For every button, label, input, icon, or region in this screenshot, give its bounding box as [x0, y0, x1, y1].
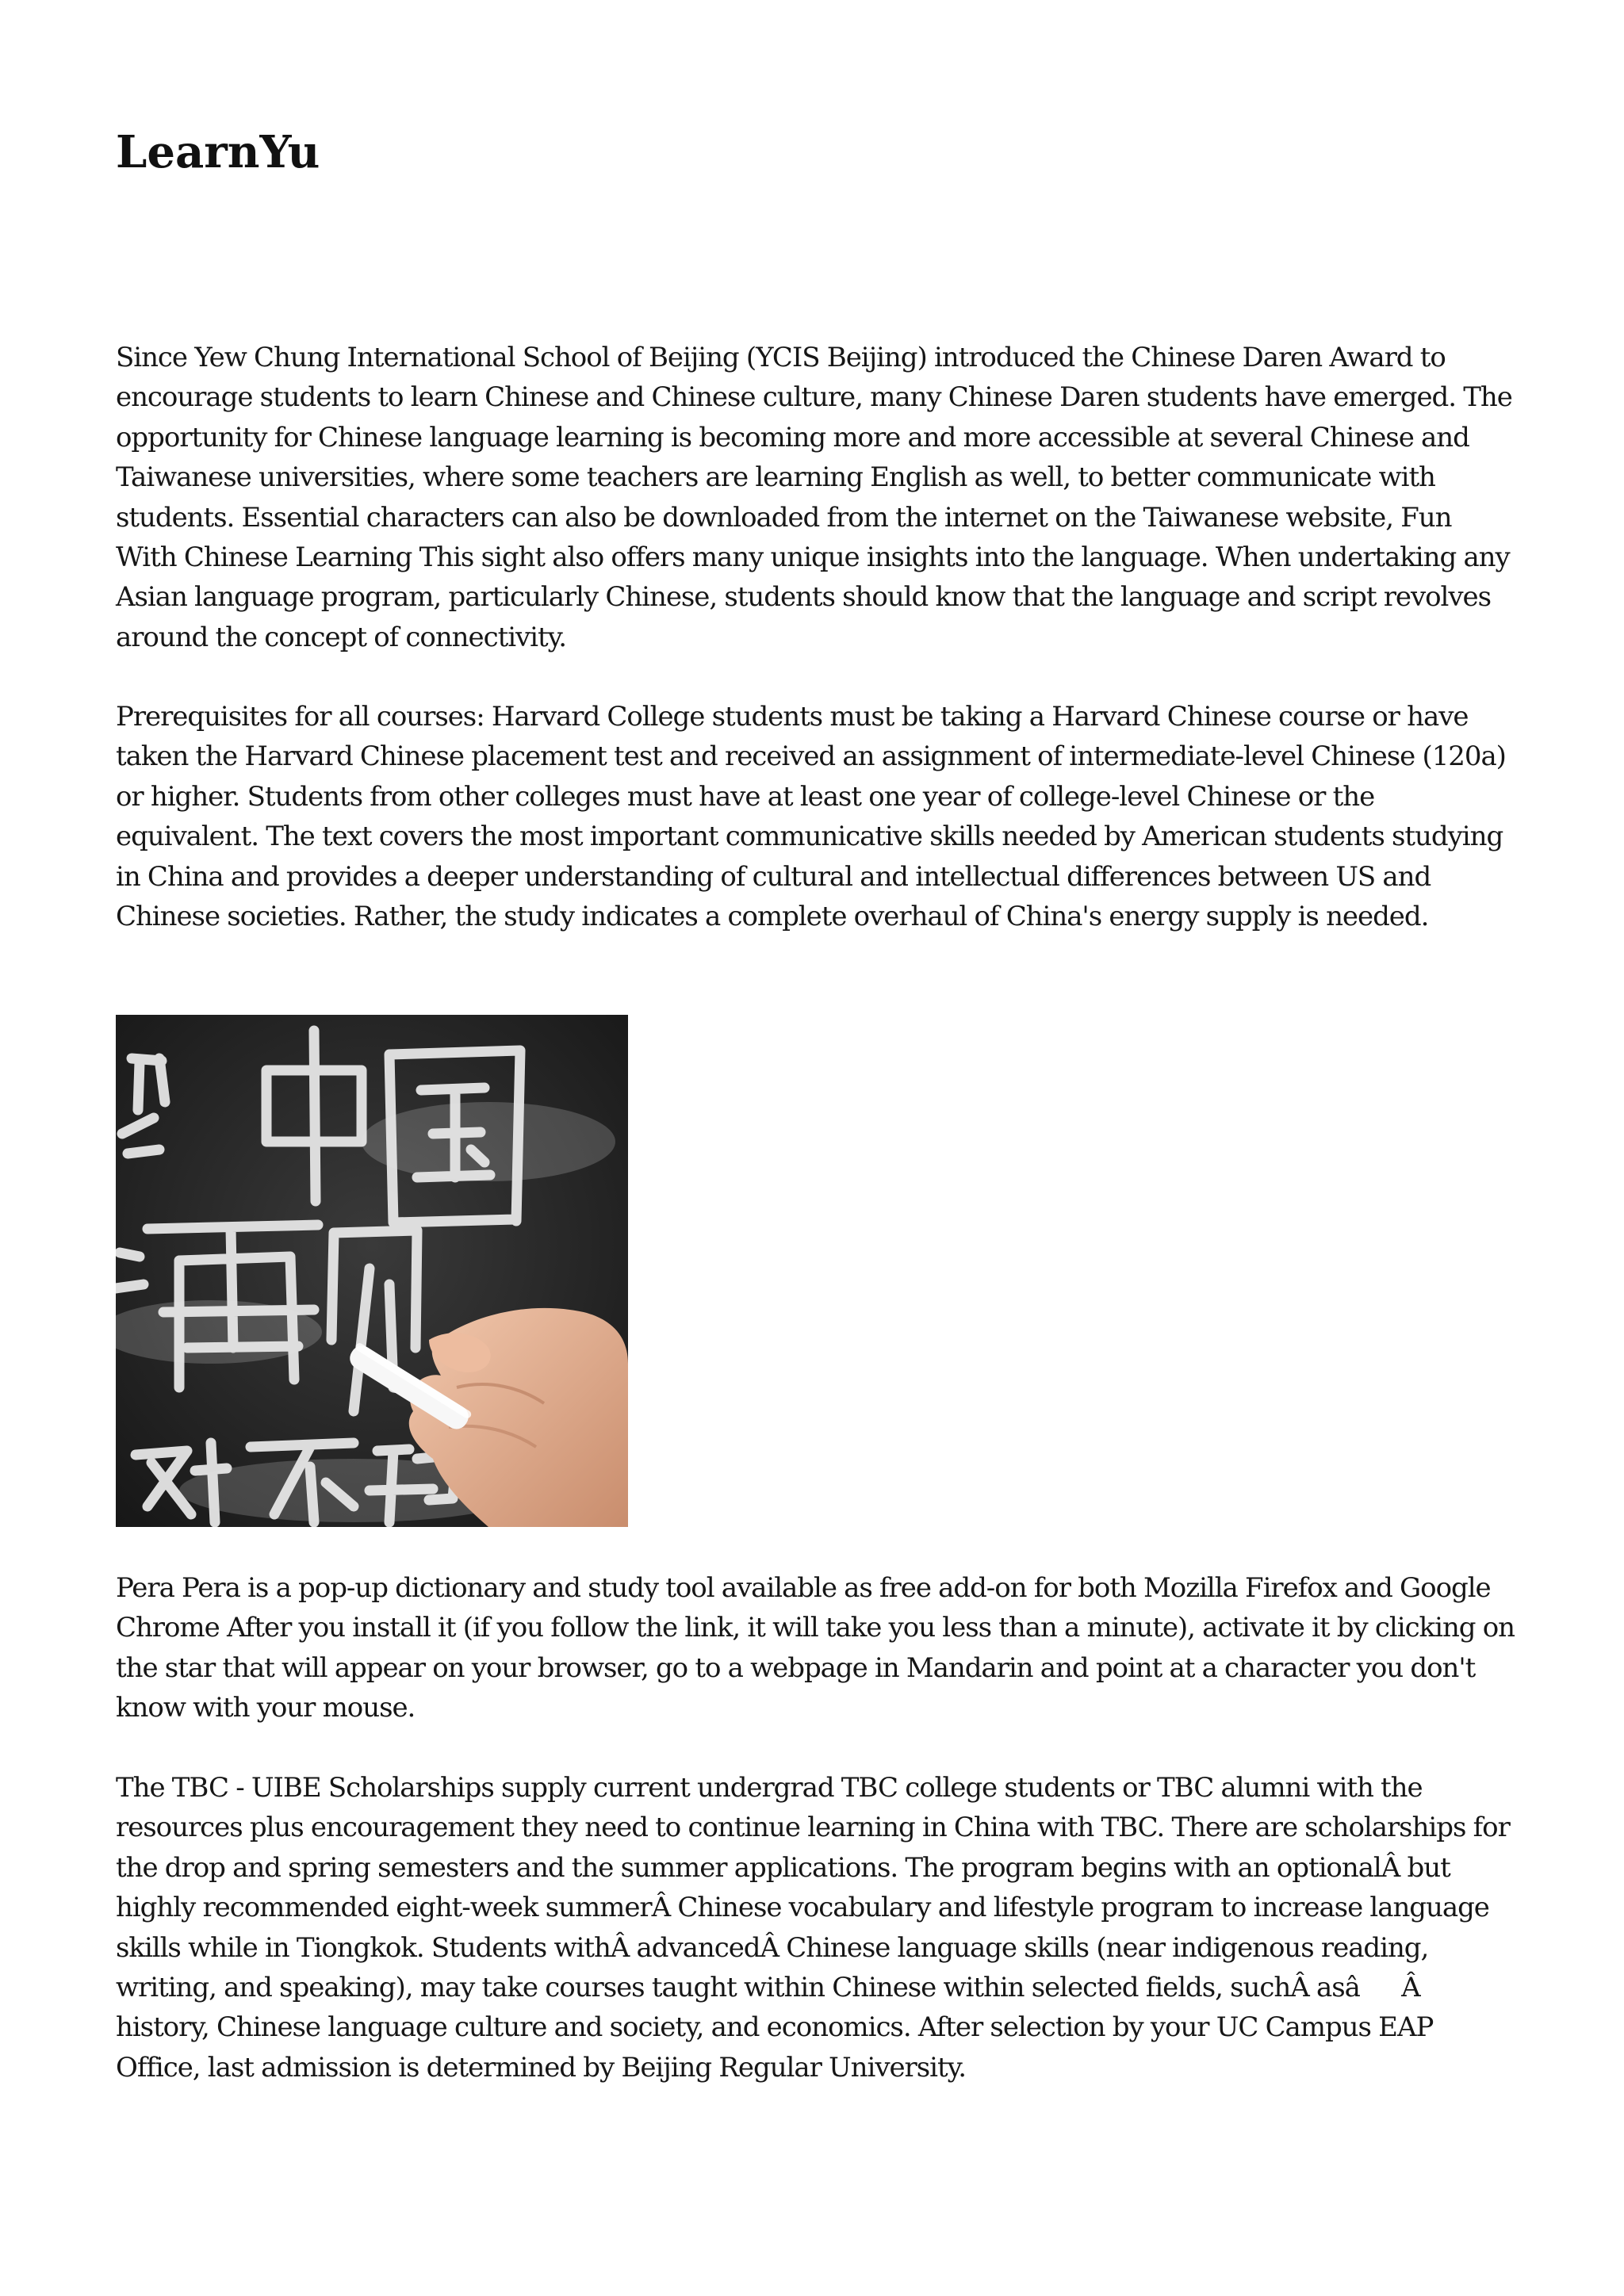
article-paragraph-4: The TBC - UIBE Scholarships supply current undergrad TBC college students or TBC alumni with the resources plus encouragement they need to continue learning in China with TBC. There are scholarships for the drop and spring semesters and the summer applications. The program begins with an optionalÂ but highly recommended eight-week summerÂ Chinese vocabulary and lifestyle program to increase language skills while in Tiongkok. Students withÂ advancedÂ Chinese language skills (near indigenous reading, writing, and speaking), may take courses taught within Chinese within selected fields, suchÂ asâÂ history, Chinese language culture and society, and economics. After selection by your UC Campus EAP Office, last admission is determined by Beijing Regular University.: [116, 1772, 1510, 2084]
article-paragraph-1: Since Yew Chung International School of Beijing (YCIS Beijing) introduced the Chinese Daren Award to encourage students to learn Chinese and Chinese culture, many Chinese Daren students have emerged. The opportunity for Chinese language learning is becoming more and more accessible at several Chinese and Taiwanese universities, where some teachers are learning English as well, to better communicate with students. Essential characters can also be downloaded from the internet on the Taiwanese website, Fun With Chinese Learning This sight also offers many unique insights into the language. When undertaking any Asian language program, particularly Chinese, students should know that the language and script revolves around the concept of connectivity.: [116, 342, 1512, 653]
article-paragraph-2: Prerequisites for all courses: Harvard College students must be taking a Harvard Chinese course or have taken the Harvard Chinese placement test and received an assignment of intermediate-level Chinese (120a) or higher. Students from other colleges must have at least one year of college-level Chinese or the equivalent. The text covers the most important communicative skills needed by American students studying in China and provides a deeper understanding of cultural and intellectual differences between US and Chinese societies. Rather, the study indicates a complete overhaul of China's energy supply is needed.: [116, 701, 1506, 933]
article-paragraph-3: Pera Pera is a pop-up dictionary and study tool available as free add-on for both Mozilla Firefox and Google Chrome After you install it (if you follow the link, it will take you less than a minute), activate it by clicking on the star that will appear on your browser, go to a webpage in Mandarin and point at a character you don't know with your mouse.: [116, 1572, 1515, 1724]
site-title: LearnYu: [116, 126, 320, 178]
chalkboard-chinese-characters-photo: [116, 1015, 628, 1527]
